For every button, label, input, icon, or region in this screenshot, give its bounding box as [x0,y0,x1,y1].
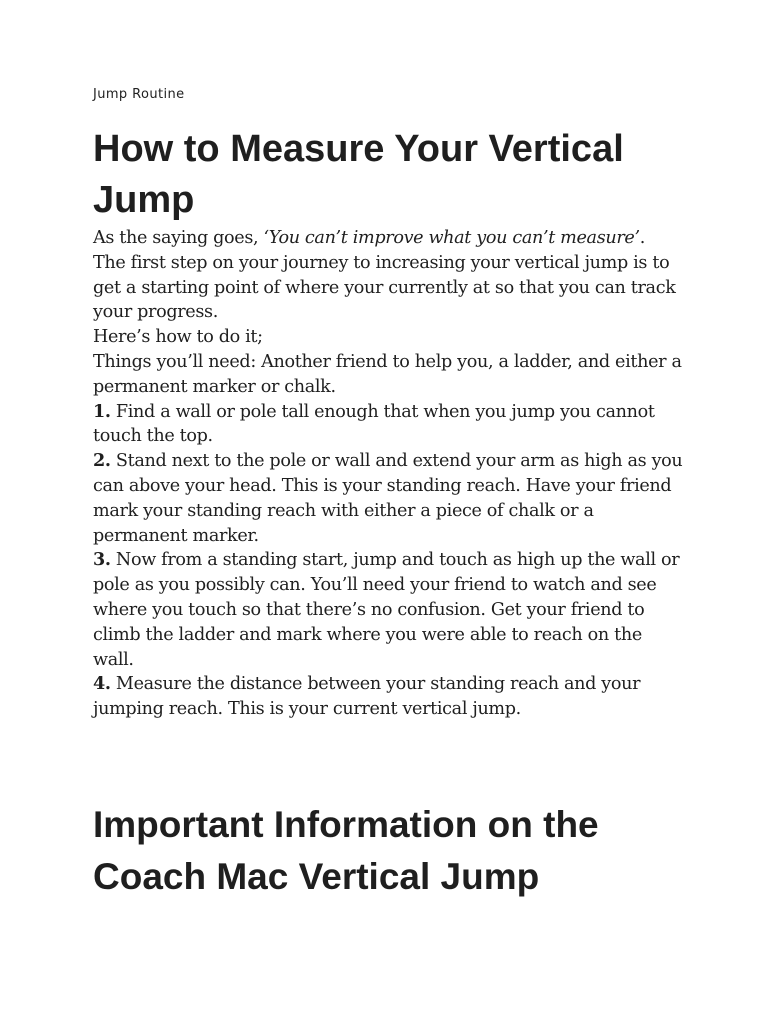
step-text: Stand next to the pole or wall and extend your arm as high as you can above your head. This is your standing reach. Have your friend mark your standing reach with either a piece of chalk or a permanent marker. [93,451,683,546]
saying-prefix: As the saying goes, [93,228,264,248]
step-item [93,548,683,672]
intro-how-to: Here’s how to do it; [93,327,263,348]
step-item [93,400,683,450]
intro-first-step: The first step on your journey to increasing your vertical jump is to get a starting point of where your currently at so that you can track your progress. [93,252,676,323]
category-label: Jump Routine [93,87,185,102]
saying-suffix: . [639,228,645,248]
intro-things-needed: Things you’ll need: Another friend to help you, a ladder, and either a permanent marker or chalk. [93,351,682,397]
step-item [93,449,683,548]
step-number: 2. [93,450,111,472]
section-heading: Important Information on the Coach Mac Vertical Jump [93,804,599,897]
intro-saying [93,226,683,251]
page-title: How to Measure Your Vertical Jump [93,128,624,221]
step-number: 1. [93,400,111,422]
step-text: Measure the distance between your standing reach and your jumping reach. This is your current vertical jump. [93,674,641,720]
step-number: 4. [93,673,111,695]
step-text: Find a wall or pole tall enough that when you jump you cannot touch the top. [93,401,655,447]
step-item [93,672,683,722]
article-body [93,226,683,722]
step-number: 3. [93,549,111,571]
quote: ‘You can’t improve what you can’t measure’ [263,228,640,248]
step-text: Now from a standing start, jump and touch as high up the wall or pole as you possibly can. You’ll need your friend to watch and see where you touch so that there’s no confusion. Get your friend to climb the ladder and mark where you were able to reach on the wall. [93,550,680,670]
